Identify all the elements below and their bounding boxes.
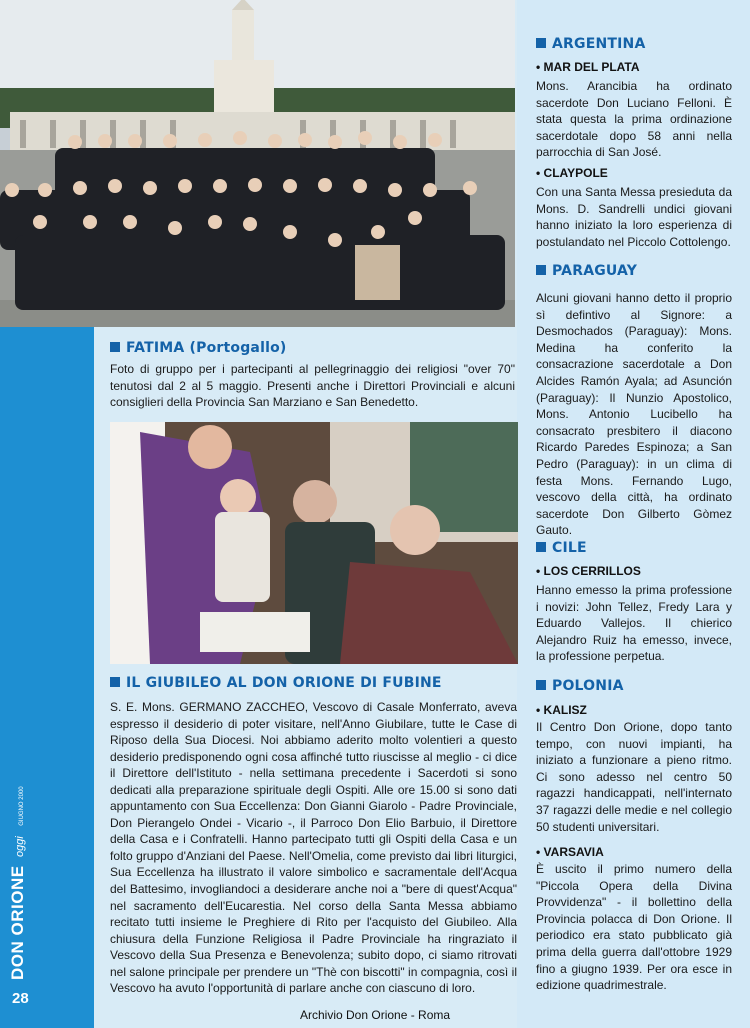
paraguay-heading bbox=[536, 263, 637, 279]
varsavia-text: È uscito il primo numero della "Piccola Opera della Divina Provvidenza" - il bollettino della Provincia polacca di Don Orione. Il periodico era stato pubblicato già prima della guerra dall'ottobre 1929 fino a giugno 1939. Per ora esce in edizione quadrimestrale. bbox=[536, 862, 732, 993]
paraguay-heading-text: PARAGUAY bbox=[552, 263, 638, 279]
subhead-claypole: • CLAYPOLE bbox=[536, 166, 608, 180]
kalisz-text: Il Centro Don Orione, dopo tanto tempo, con nuovi impianti, ha iniziato a funzionare a pieno ritmo. Ci sono adesso nel centro 50 ragazzi handicappati, nell'internato 37 ragazzi delle medie e nel collegio 50 studenti universitari. bbox=[536, 720, 732, 834]
heading-bullet bbox=[536, 265, 546, 275]
magazine-brand bbox=[8, 786, 38, 980]
heading-bullet bbox=[536, 542, 546, 552]
polonia-heading bbox=[536, 678, 624, 694]
fatima-caption: Foto di gruppo per i partecipanti al pellegrinaggio dei religiosi "over 70" tenutosi dal 2 al 5 maggio. Presenti anche i Direttori Provinciali e alcuni consiglieri della Provincia San Marziano e San Benedetto. bbox=[110, 362, 515, 409]
subhead-kalisz: • KALISZ bbox=[536, 703, 587, 717]
polonia-heading-text: POLONIA bbox=[552, 678, 624, 694]
subhead-mar-del-plata: • MAR DEL PLATA bbox=[536, 60, 640, 74]
argentina-heading bbox=[536, 36, 646, 52]
page-number: 28 bbox=[12, 990, 29, 1007]
fatima-heading bbox=[110, 340, 286, 356]
fatima-group-photo bbox=[0, 0, 515, 327]
argentina-heading-text: ARGENTINA bbox=[552, 36, 646, 52]
los-cerrillos-text: Hanno emesso la prima professione i novizi: John Tellez, Fredy Lara y Eduardo Vallejos. Il chierico Alejandro Ruiz ha emesso, invece, la professione perpetua. bbox=[536, 583, 732, 664]
heading-bullet bbox=[536, 680, 546, 690]
claypole-text: Con una Santa Messa presieduta da Mons. D. Sandrelli undici giovani hanno iniziato la loro esperienza di postulandato nel Piccolo Cottolengo. bbox=[536, 185, 732, 249]
subhead-los-cerrillos: • LOS CERRILLOS bbox=[536, 564, 641, 578]
heading-bullet bbox=[110, 342, 120, 352]
archive-credit: Archivio Don Orione - Roma bbox=[300, 1008, 451, 1022]
subhead-varsavia: • VARSAVIA bbox=[536, 845, 604, 859]
cile-heading bbox=[536, 540, 587, 556]
heading-bullet bbox=[536, 38, 546, 48]
fubine-body: S. E. Mons. GERMANO ZACCHEO, Vescovo di Casale Monferrato, aveva espresso il desiderio di poter visitare, nell'Anno Giubilare, tutte le Case di Riposo della Sua Diocesi. Noi abbiamo aderito molto volentieri a questo desiderio predisponendo ogni cosa affinché tutto riuscisse al meglio - ci dice il Direttore dell'Istituto - nella settimana precedente i Sacerdoti si sono dedicati alla preparazione spirituale degli Ospiti. Alle ore 15.00 si sono dati appuntamento con Sua Eccellenza: Don Gianni Giarolo - Padre Provinciale, Don Pierangelo Ondei - Vicario -, il Parroco Don Elio Barbuio, il Direttore della Casa e i Confratelli. Hanno partecipato tutti gli Ospiti della Casa e un folto gruppo d'Anziani del Paese. Nell'Omelia, come previsto dai libri liturgici, Sua Eccellenza ha illustrato il valore simbolico e sacramentale dell'Acqua del Battesimo, invogliandoci a desiderare anche noi a "bere di quest'Acqua" nel sacramento dell'Eucarestia. Nel corso della Santa Messa abbiamo recitato tutti insieme le Preghiere di Rito per l'acquisto del Giubileo. Alla chiusura della Funzione Religiosa il Padre Provinciale ha ringraziato il Vescovo della Sua Presenza e Benevolenza; subito dopo, ci siamo ritrovati nel salone principale per prendere un "Thè con biscotti" in compagnia, così il Vescovo ha avuto l'opportunità di parlare anche con ciascuno di loro. bbox=[110, 700, 517, 996]
heading-bullet bbox=[110, 677, 120, 687]
brand-name: DON ORIONE bbox=[8, 865, 27, 980]
mar-del-plata-text: Mons. Arancibia ha ordinato sacerdote Don Luciano Felloni. È stata questa la prima ordinazione sacerdotale dopo 58 anni nella parrocchia di San José. bbox=[536, 79, 732, 160]
brand-subtitle: oggi bbox=[14, 836, 26, 857]
issue-date: GIUGNO 2000 bbox=[19, 786, 25, 826]
cile-heading-text: CILE bbox=[552, 540, 587, 556]
jubilee-mass-photo bbox=[110, 422, 518, 664]
fatima-heading-text: FATIMA (Portogallo) bbox=[126, 340, 287, 356]
fubine-heading-text: IL GIUBILEO AL DON ORIONE DI FUBINE bbox=[126, 675, 442, 691]
fubine-heading bbox=[110, 675, 442, 691]
paraguay-text: Alcuni giovani hanno detto il proprio sì defintivo al Signore: a Desmochados (Paraguay): Mons. Medina ha conferito la consacrazione sacerdotale a Don Alcides Ramón Ayala; ad Asunción (Paraguay): Il Nunzio Apostolico, Mons. Antonio Lucibello ha consacrato presbitero il diacono Ricardo Paredes Espinoza; a San Pedro (Paraguay): in un clima di festa Mons. Fernando Lugo, vescovo della città, ha ordinato sacerdote Don Gilberto Gòmez Gauto. bbox=[536, 291, 732, 538]
